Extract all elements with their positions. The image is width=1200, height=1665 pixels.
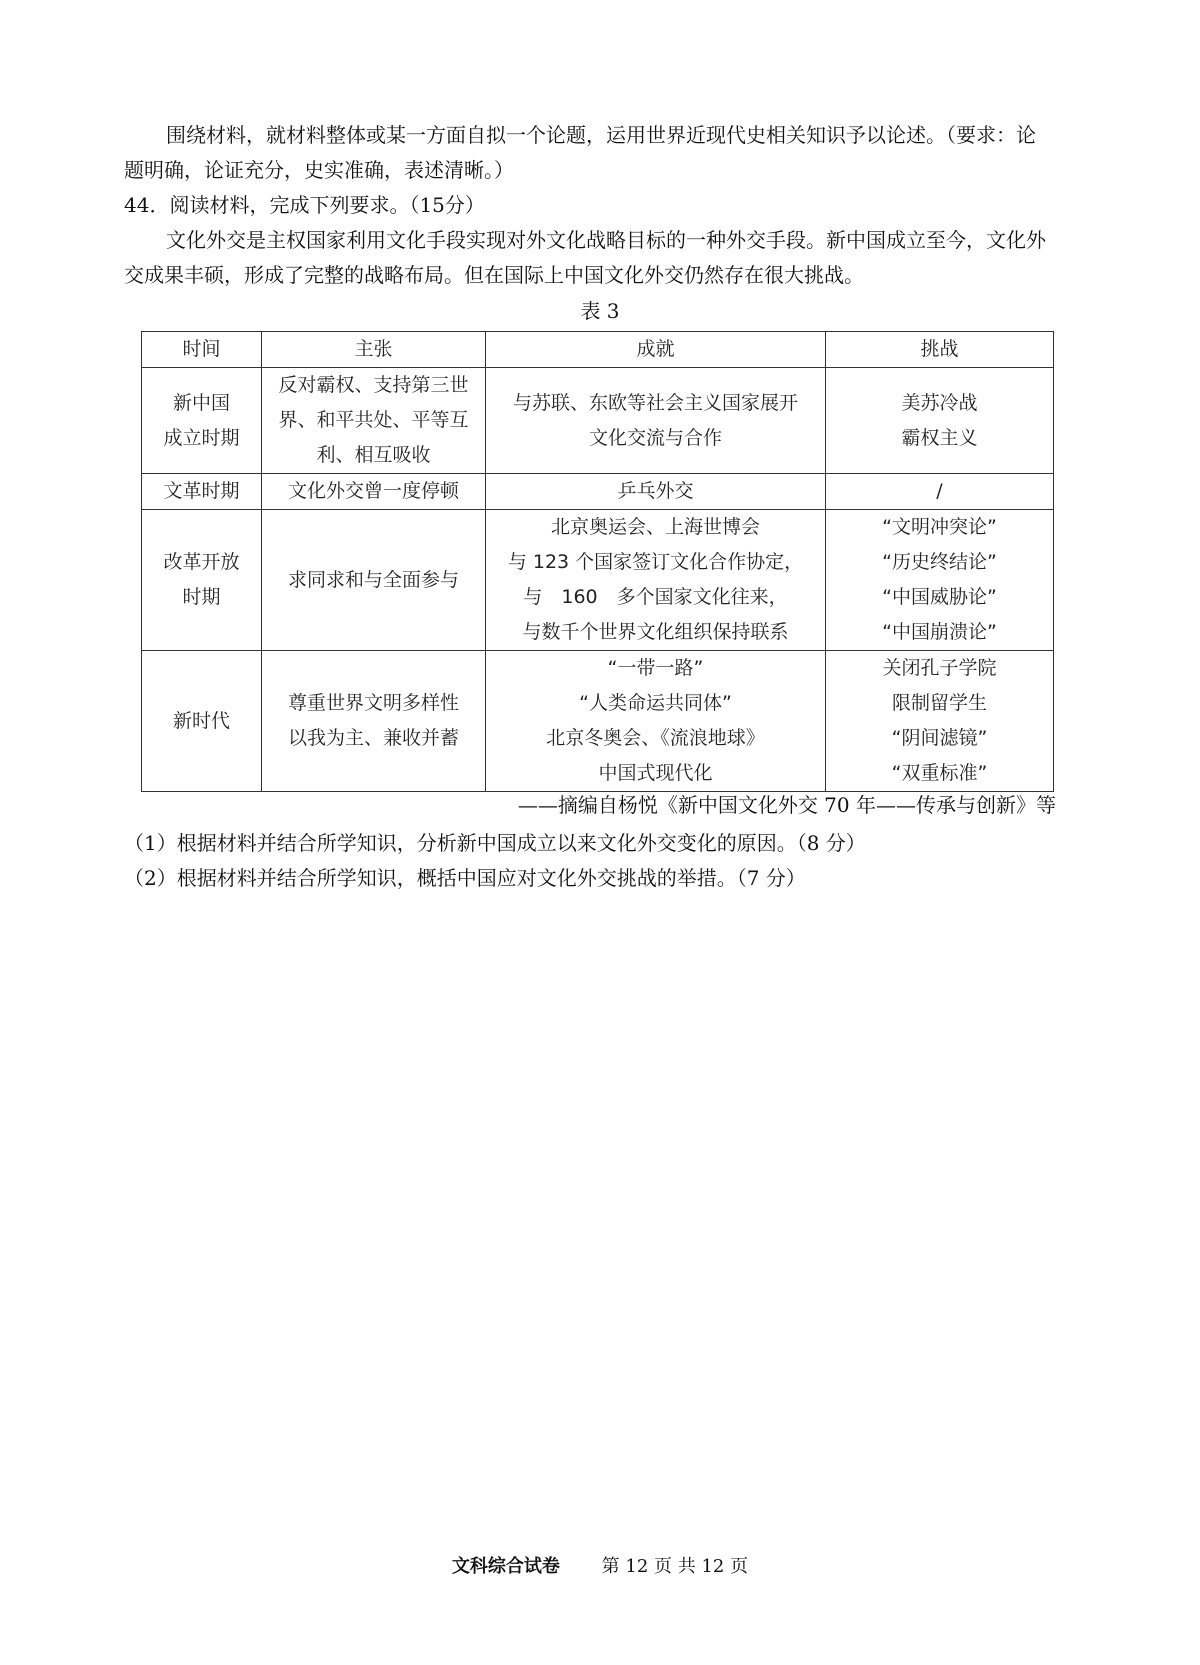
topic-instruction: 围绕材料，就材料整体或某一方面自拟一个论题，运用世界近现代史相关知识予以论述。（要求：论题明确，论证充分，史实准确，表述清晰。）: [124, 123, 1036, 182]
achievement-cell: 乒乓外交: [486, 474, 826, 510]
table-row: [142, 651, 1054, 792]
table-header-row: [142, 332, 1054, 368]
period-cell: 文革时期: [142, 474, 262, 510]
achievement-cell: “一带一路” “人类命运共同体” 北京冬奥会、《流浪地球》 中国式现代化: [486, 651, 826, 792]
intro-paragraph: 文化外交是主权国家利用文化手段实现对外文化战略目标的一种外交手段。新中国成立至今，文化外交成果丰硕，形成了完整的战略布局。但在国际上中国文化外交仍然存在很大挑战。: [124, 228, 1046, 287]
period-cell: 改革开放 时期: [142, 510, 262, 651]
header-period: 时间: [142, 332, 262, 368]
period-cell: 新时代: [142, 651, 262, 792]
source-citation: ——摘编自杨悦《新中国文化外交 70 年——传承与创新》等: [517, 793, 1056, 817]
sub-question-1: （1）根据材料并结合所学知识，分析新中国成立以来文化外交变化的原因。（8 分）: [124, 831, 866, 855]
question-44-heading: 44．阅读材料，完成下列要求。（15分）: [124, 193, 485, 217]
stance-cell: 反对霸权、支持第三世 界、和平共处、平等互 利、相互吸收: [262, 368, 486, 474]
table-row: [142, 474, 1054, 510]
footer-page-info: 第 12 页 共 12 页: [601, 1556, 749, 1577]
table-row: [142, 510, 1054, 651]
page-footer: [0, 1552, 1200, 1582]
stance-cell: 尊重世界文明多样性 以我为主、兼收并蓄: [262, 651, 486, 792]
table-caption: 表 3: [580, 299, 620, 323]
stance-cell: 求同求和与全面参与: [262, 510, 486, 651]
stance-cell: 文化外交曾一度停顿: [262, 474, 486, 510]
challenge-cell: 美苏冷战 霸权主义: [826, 368, 1054, 474]
sub-question-2: （2）根据材料并结合所学知识，概括中国应对文化外交挑战的举措。（7 分）: [124, 866, 806, 890]
achievement-cell: 北京奥运会、上海世博会 与 123 个国家签订文化合作协定， 与 160 多个国家文化往来， 与数千个世界文化组织保持联系: [486, 510, 826, 651]
header-challenge: 挑战: [826, 332, 1054, 368]
challenge-cell: /: [826, 474, 1054, 510]
achievement-cell: 与苏联、东欧等社会主义国家展开 文化交流与合作: [486, 368, 826, 474]
challenge-cell: “文明冲突论” “历史终结论” “中国威胁论” “中国崩溃论”: [826, 510, 1054, 651]
header-stance: 主张: [262, 332, 486, 368]
challenge-cell: 关闭孔子学院 限制留学生 “阴间滤镜” “双重标准”: [826, 651, 1054, 792]
cultural-diplomacy-table: [141, 331, 1054, 792]
period-cell: 新中国 成立时期: [142, 368, 262, 474]
footer-subject: 文科综合试卷: [451, 1556, 560, 1577]
table-row: [142, 368, 1054, 474]
header-achievement: 成就: [486, 332, 826, 368]
